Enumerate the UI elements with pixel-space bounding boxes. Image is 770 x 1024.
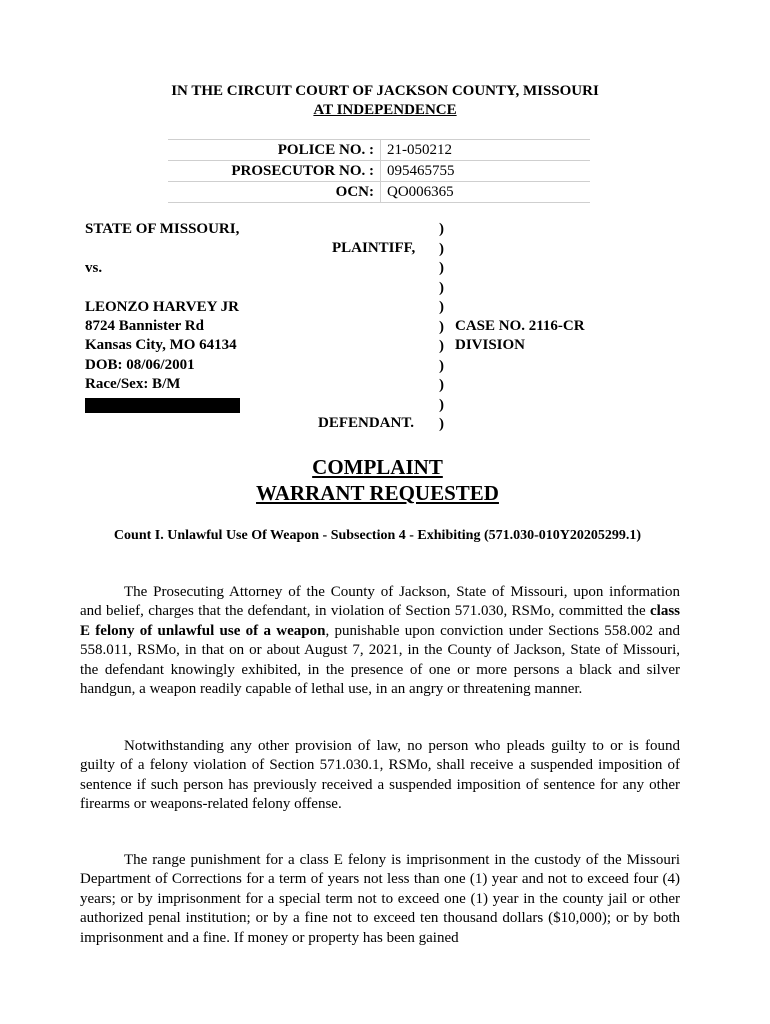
punishment-text: The range punishment for a class E felony is imprisonment in the custody of the Missouri Department of Corrections for a term of years not less than one (1) year and not to exceed four (4) years; or by imprisonment for a special term not to exceed one (1) year in the county jail or other authorized penal institution; or by a fine not to exceed ten thousand dollars ($10,000); or by both imprisonment and a fine. If money or property has been gained [80, 852, 680, 946]
paren: ) [439, 357, 444, 374]
police-number-label: POLICE NO. : [168, 140, 381, 160]
case-numbers-table [168, 139, 590, 203]
defendant-city: Kansas City, MO 64134 [85, 337, 237, 353]
document-subtitle: WARRANT REQUESTED [256, 481, 499, 505]
paren: ) [439, 377, 444, 393]
ocn-label: OCN: [168, 182, 381, 202]
paren: ) [439, 299, 444, 315]
caption-parentheses [439, 220, 449, 435]
count-heading: Count I. Unlawful Use Of Weapon - Subsection 4 - Exhibiting (571.030-010Y20205299.1) [113, 528, 642, 543]
charge-text-start: The Prosecuting Attorney of the County of Jackson, State of Missouri, upon information and belief, charges that the defendant, in violation of Section 571.030, RSMo, committed the [80, 584, 680, 620]
prosecutor-number-row [168, 161, 590, 182]
prosecutor-number-label: PROSECUTOR NO. : [168, 161, 381, 181]
charge-paragraph [80, 583, 680, 699]
police-number-row [168, 140, 590, 161]
paren: ) [439, 338, 444, 354]
sentence-paragraph [80, 737, 680, 815]
ocn-value: QO006365 [387, 184, 454, 200]
paren: ) [439, 279, 444, 296]
division-label: DIVISION [455, 337, 526, 353]
paren: ) [439, 221, 444, 237]
document-title: COMPLAINT [312, 455, 443, 479]
defendant-address: 8724 Bannister Rd [85, 318, 204, 334]
court-name: IN THE CIRCUIT COURT OF JACKSON COUNTY, MISSOURI [171, 83, 599, 99]
prosecutor-number-value: 095465755 [387, 163, 455, 179]
charge-offense: class E felony of unlawful use of a weapon [80, 603, 680, 639]
plaintiff-name: STATE OF MISSOURI, [85, 221, 240, 237]
ocn-row [168, 182, 590, 203]
versus-label: vs. [85, 260, 103, 276]
defendant-label: DEFENDANT. [318, 415, 414, 431]
sentence-text: Notwithstanding any other provision of law, no person who pleads guilty to or is found guilty of a felony violation of Section 571.030.1, RSMo, shall receive a suspended imposition of sentence if such person has previously received a suspended imposition of sentence for any other firearms or weapons-related felony offense. [80, 738, 680, 813]
plaintiff-label: PLAINTIFF, [332, 240, 416, 256]
court-location: AT INDEPENDENCE [313, 102, 457, 118]
defendant-dob: DOB: 08/06/2001 [85, 357, 195, 373]
paren: ) [439, 240, 444, 257]
charge-text-end: , punishable upon conviction under Sections 558.002 and 558.011, RSMo, in that on or about August 7, 2021, in the County of Jackson, State of Missouri, the defendant knowingly exhibited, in the presence of one or more persons a black and silver handgun, a weapon readily capable of lethal use, in an angry or threatening manner. [80, 622, 680, 698]
defendant-race-sex: Race/Sex: B/M [85, 376, 181, 392]
paren: ) [439, 416, 444, 432]
paren: ) [439, 260, 444, 276]
police-number-value: 21-050212 [387, 142, 452, 158]
case-number: CASE NO. 2116-CR [455, 318, 585, 334]
paren: ) [439, 318, 444, 335]
paren: ) [439, 396, 444, 413]
redaction-bar [85, 398, 240, 413]
punishment-paragraph [80, 851, 680, 948]
defendant-name: LEONZO HARVEY JR [85, 299, 239, 315]
